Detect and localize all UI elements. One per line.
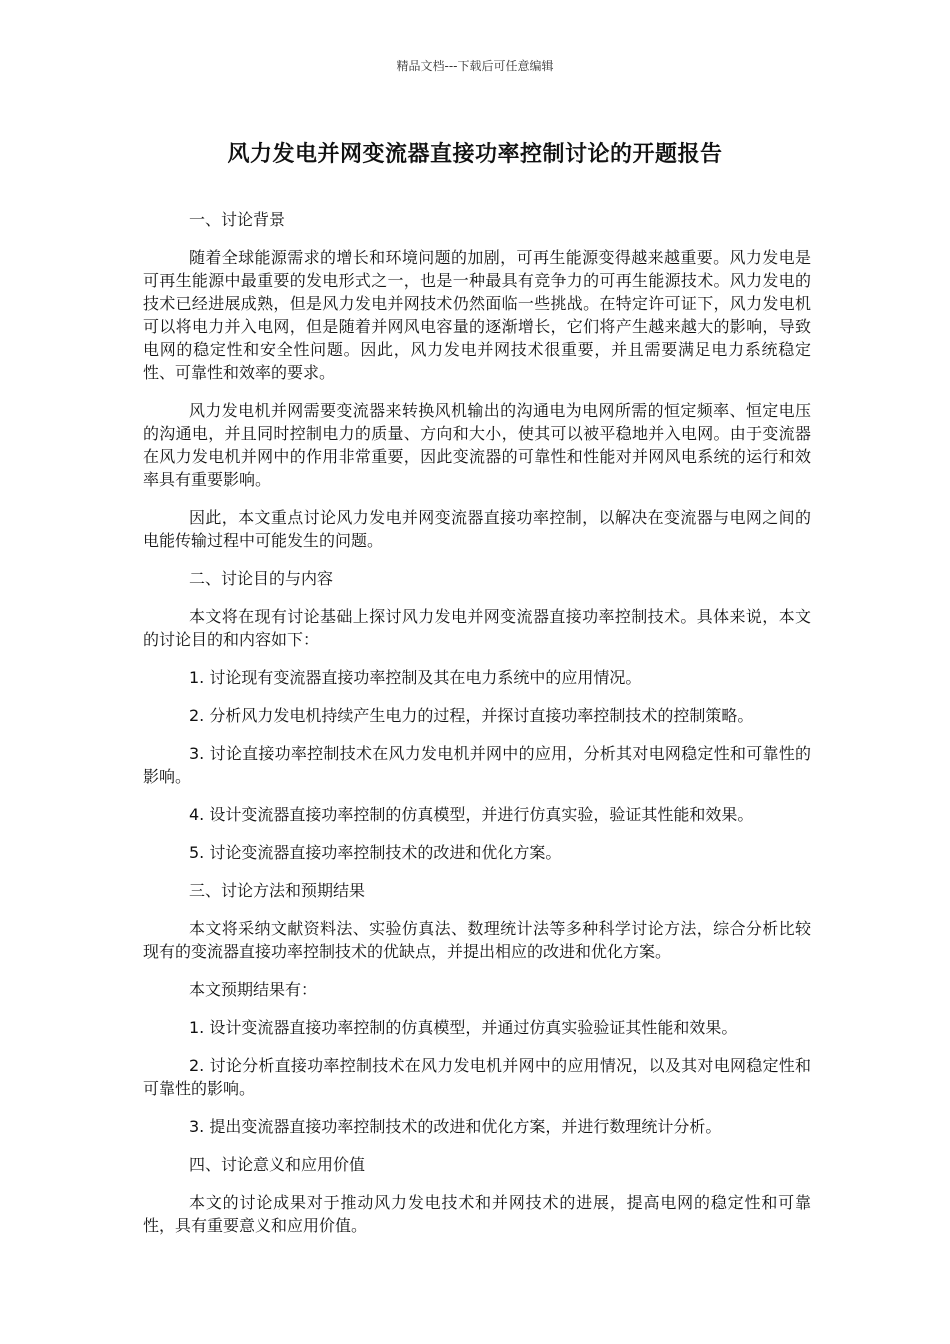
paragraph: 风力发电机并网需要变流器来转换风机输出的沟通电为电网所需的恒定频率、恒定电压的沟通电，并且同时控制电力的质量、方向和大小，使其可以被平稳地并入电网。由于变流器在风力发电机并网中的作用非常重要，因此变流器的可靠性和性能对并网风电系统的运行和效率具有重要影响。	[143, 401, 811, 489]
list-item: 1. 设计变流器直接功率控制的仿真模型，并通过仿真实验验证其性能和效果。	[189, 1018, 738, 1037]
list-item: 4. 设计变流器直接功率控制的仿真模型，并进行仿真实验，验证其性能和效果。	[189, 805, 754, 824]
paragraph: 本文将在现有讨论基础上探讨风力发电并网变流器直接功率控制技术。具体来说，本文的讨论目的和内容如下：	[143, 607, 811, 649]
list-item: 3. 提出变流器直接功率控制技术的改进和优化方案，并进行数理统计分析。	[189, 1117, 722, 1136]
paragraph: 因此，本文重点讨论风力发电并网变流器直接功率控制，以解决在变流器与电网之间的电能传输过程中可能发生的问题。	[143, 508, 811, 550]
list-item: 5. 讨论变流器直接功率控制技术的改进和优化方案。	[189, 843, 562, 862]
section-heading-purpose: 二、讨论目的与内容	[189, 569, 334, 588]
paragraph: 本文的讨论成果对于推动风力发电技术和并网技术的进展，提高电网的稳定性和可靠性，具有重要意义和应用价值。	[143, 1193, 811, 1235]
paragraph: 随着全球能源需求的增长和环境问题的加剧，可再生能源变得越来越重要。风力发电是可再生能源中最重要的发电形式之一，也是一种最具有竞争力的可再生能源技术。风力发电的技术已经进展成熟，但是风力发电并网技术仍然面临一些挑战。在特定许可证下，风力发电机可以将电力并入电网，但是随着并网风电容量的逐渐增长，它们将产生越来越大的影响，导致电网的稳定性和安全性问题。因此，风力发电并网技术很重要，并且需要满足电力系统稳定性、可靠性和效率的要求。	[143, 248, 811, 382]
paragraph: 本文将采纳文献资料法、实验仿真法、数理统计法等多种科学讨论方法，综合分析比较现有的变流器直接功率控制技术的优缺点，并提出相应的改进和优化方案。	[143, 919, 811, 961]
list-item: 3. 讨论直接功率控制技术在风力发电机并网中的应用，分析其对电网稳定性和可靠性的影响。	[143, 744, 811, 786]
page-header: 精品文档---下载后可任意编辑	[396, 59, 554, 73]
section-heading-significance: 四、讨论意义和应用价值	[189, 1155, 366, 1174]
document-body	[143, 208, 811, 1252]
document-title: 风力发电并网变流器直接功率控制讨论的开题报告	[227, 142, 723, 167]
list-item: 1. 讨论现有变流器直接功率控制及其在电力系统中的应用情况。	[189, 668, 642, 687]
section-heading-methods: 三、讨论方法和预期结果	[189, 881, 366, 900]
paragraph: 本文预期结果有：	[189, 980, 318, 999]
list-item: 2. 分析风力发电机持续产生电力的过程，并探讨直接功率控制技术的控制策略。	[189, 706, 754, 725]
section-heading-background: 一、讨论背景	[189, 210, 286, 229]
list-item: 2. 讨论分析直接功率控制技术在风力发电机并网中的应用情况，以及其对电网稳定性和可靠性的影响。	[143, 1056, 811, 1098]
